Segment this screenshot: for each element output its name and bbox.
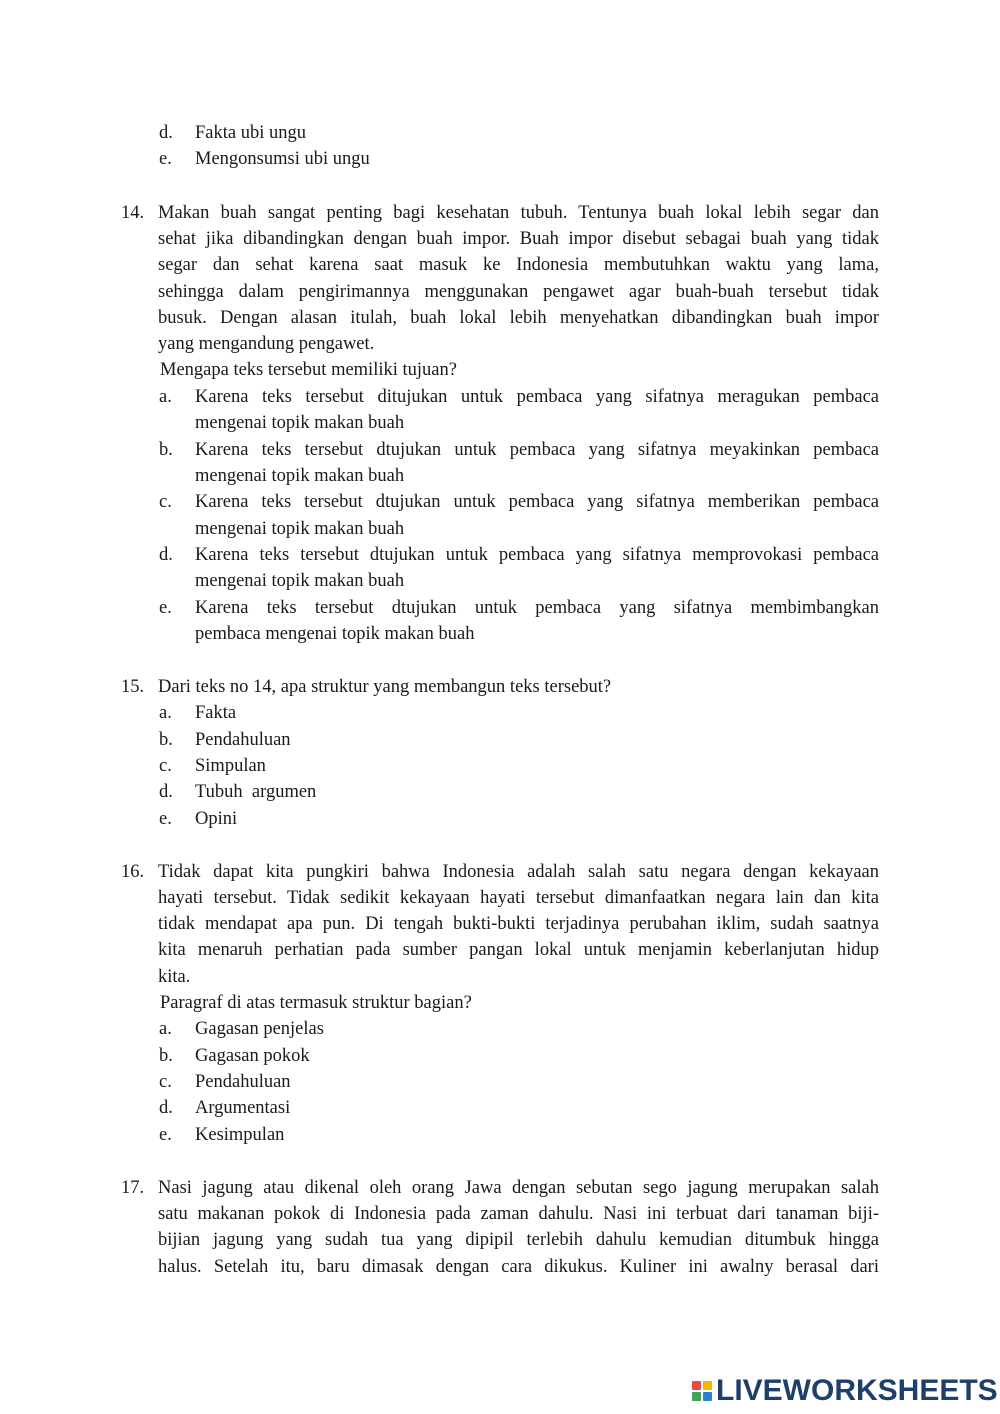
option-text: Mengonsumsi ubi ungu xyxy=(195,149,370,169)
option-text: Opini xyxy=(195,809,238,829)
passage-line: Nasi jagung atau dikenal oleh orang Jawa dengan sebutan sego jagung merupakan salah xyxy=(158,1178,879,1198)
passage-line: tidak mendapat apa pun. Di tengah bukti-bukti terjadinya perubahan iklim, sudah saatnya xyxy=(158,914,879,934)
option-letter: d. xyxy=(159,782,173,802)
option-letter: c. xyxy=(159,756,172,776)
passage-line: bijian jagung yang sudah tua yang dipipil terlebih dahulu kemudian ditumbuk hingga xyxy=(158,1230,879,1250)
brand-square xyxy=(703,1381,712,1390)
option-letter: a. xyxy=(159,1019,172,1039)
question-text: Paragraf di atas termasuk struktur bagian? xyxy=(160,993,472,1013)
option-text: Gagasan pokok xyxy=(195,1046,310,1066)
option-text: Fakta ubi ungu xyxy=(195,123,306,143)
option-letter: d. xyxy=(159,123,173,143)
passage-line: Tidak dapat kita pungkiri bahwa Indonesia adalah salah satu negara dengan kekayaan xyxy=(158,862,879,882)
question-number: 14. xyxy=(121,203,145,223)
passage-line: hayati tersebut. Tidak sedikit kekayaan hayati tersebut dimanfaatkan negara lain dan kita xyxy=(158,888,879,908)
option-text: Karena teks tersebut dtujukan untuk pembaca yang sifatnya membimbangkan xyxy=(195,598,879,618)
passage-line: sehat jika dibandingkan dengan buah impor. Buah impor disebut sebagai buah yang tidak xyxy=(158,229,879,249)
option-letter: e. xyxy=(159,149,172,169)
option-text: Pendahuluan xyxy=(195,1072,291,1092)
option-text: mengenai topik makan buah xyxy=(195,466,405,486)
option-letter: b. xyxy=(159,730,173,750)
option-text: Gagasan penjelas xyxy=(195,1019,324,1039)
passage-line: halus. Setelah itu, baru dimasak dengan cara dikukus. Kuliner ini awalny berasal dari xyxy=(158,1257,879,1277)
option-text: Fakta xyxy=(195,703,237,723)
brand-name: LIVEWORKSHEETS xyxy=(716,1374,998,1407)
option-text: mengenai topik makan buah xyxy=(195,519,405,539)
option-letter: e. xyxy=(159,809,172,829)
option-letter: d. xyxy=(159,545,173,565)
option-text: Karena teks tersebut dtujukan untuk pembaca yang sifatnya memberikan pembaca xyxy=(195,492,879,512)
option-letter: c. xyxy=(159,492,172,512)
option-letter: c. xyxy=(159,1072,172,1092)
option-text: Argumentasi xyxy=(195,1098,291,1118)
option-letter: d. xyxy=(159,1098,173,1118)
passage-line: Makan buah sangat penting bagi kesehatan tubuh. Tentunya buah lokal lebih segar dan xyxy=(158,203,879,223)
question-text: Mengapa teks tersebut memiliki tujuan? xyxy=(160,360,457,380)
passage-line: kita menaruh perhatian pada sumber pangan lokal untuk menjamin keberlanjutan hidup xyxy=(158,940,879,960)
passage-line: segar dan sehat karena saat masuk ke Indonesia membutuhkan waktu yang lama, xyxy=(158,255,879,275)
passage-line: satu makanan pokok di Indonesia pada zaman dahulu. Nasi ini terbuat dari tanaman biji- xyxy=(158,1204,879,1224)
option-text: mengenai topik makan buah xyxy=(195,413,405,433)
passage-line: sehingga dalam pengirimannya menggunakan pengawet agar buah-buah tersebut tidak xyxy=(158,282,879,302)
option-text: Tubuh argumen xyxy=(195,782,317,802)
option-text: pembaca mengenai topik makan buah xyxy=(195,624,475,644)
option-text: Kesimpulan xyxy=(195,1125,285,1145)
passage-line: busuk. Dengan alasan itulah, buah lokal lebih menyehatkan dibandingkan buah impor xyxy=(158,308,879,328)
brand-mark-icon xyxy=(692,1381,712,1401)
question-number: 16. xyxy=(121,862,145,882)
option-text: Karena teks tersebut dtujukan untuk pembaca yang sifatnya meyakinkan pembaca xyxy=(195,440,879,460)
option-letter: e. xyxy=(159,1125,172,1145)
question-number: 15. xyxy=(121,677,145,697)
option-letter: b. xyxy=(159,1046,173,1066)
brand-square xyxy=(692,1392,701,1401)
question-number: 17. xyxy=(121,1178,145,1198)
option-letter: a. xyxy=(159,703,172,723)
brand-square xyxy=(692,1381,701,1390)
option-text: Pendahuluan xyxy=(195,730,291,750)
liveworksheets-logo[interactable] xyxy=(692,1374,998,1408)
option-letter: a. xyxy=(159,387,172,407)
option-text: Karena teks tersebut ditujukan untuk pembaca yang sifatnya meragukan pembaca xyxy=(195,387,879,407)
brand-square xyxy=(703,1392,712,1401)
option-text: Simpulan xyxy=(195,756,266,776)
option-text: mengenai topik makan buah xyxy=(195,571,405,591)
option-text: Karena teks tersebut dtujukan untuk pembaca yang sifatnya memprovokasi pembaca xyxy=(195,545,879,565)
question-text: Dari teks no 14, apa struktur yang membangun teks tersebut? xyxy=(158,677,612,697)
option-letter: e. xyxy=(159,598,172,618)
passage-line: yang mengandung pengawet. xyxy=(158,334,375,354)
option-letter: b. xyxy=(159,440,173,460)
passage-line: kita. xyxy=(158,967,191,987)
